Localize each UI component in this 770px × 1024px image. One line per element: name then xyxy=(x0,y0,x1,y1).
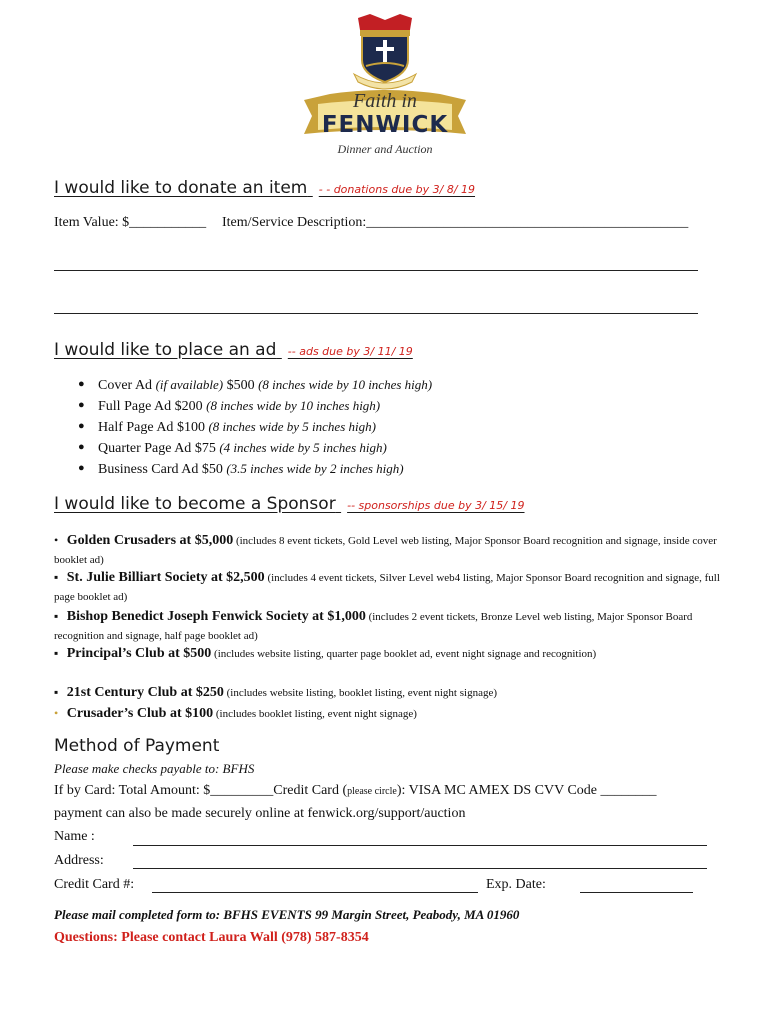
item-description-label: Item/Service Description:______________________________________________ xyxy=(222,215,689,230)
ad-option[interactable] xyxy=(76,395,432,416)
ad-option[interactable] xyxy=(76,374,432,395)
bullet-icon: ● xyxy=(78,399,85,411)
logo-title: Faith in xyxy=(353,90,417,112)
ad-option-size: (8 inches wide by 10 inches high) xyxy=(206,398,381,413)
card-line-pre: If by Card: Total Amount: $_________Credit Card ( xyxy=(54,783,348,798)
bullet-icon: ● xyxy=(78,420,85,432)
ad-option-price: $100 xyxy=(176,420,205,435)
bullet-icon: ▪ xyxy=(54,570,59,584)
questions-contact: Questions: Please contact Laura Wall (978) 587-8354 xyxy=(54,930,369,945)
bullet-icon: ▪ xyxy=(54,609,59,623)
ad-option[interactable] xyxy=(76,458,432,479)
bullet-icon: ▪ xyxy=(54,685,59,699)
sponsor-level-name: Crusader’s Club at $100 xyxy=(66,706,214,721)
ad-option-size: (4 inches wide by 5 inches high) xyxy=(219,440,387,455)
ad-option-label: Cover Ad xyxy=(98,378,153,393)
ad-option[interactable] xyxy=(76,416,432,437)
sponsor-option[interactable] xyxy=(54,644,724,664)
ad-option-price: $200 xyxy=(174,399,203,414)
crest-icon xyxy=(350,12,420,92)
sponsor-heading xyxy=(54,494,525,514)
sponsor-level-details: (includes 4 event tickets, Silver Level web4 listing, Major Sponsor Board recognition and signage, full page booklet ad) xyxy=(54,572,720,603)
bullet-icon: • xyxy=(54,533,59,547)
sponsor-option[interactable] xyxy=(54,568,724,607)
payable-note: Please make checks payable to: BFHS xyxy=(54,761,255,776)
ad-option-price: $500 xyxy=(226,378,255,393)
sponsor-level-details: (includes 2 event tickets, Bronze Level web listing, Major Sponsor Board recognition and signage, half page booklet ad) xyxy=(54,611,693,642)
sponsor-option[interactable] xyxy=(54,704,724,724)
bullet-icon: ● xyxy=(78,462,85,474)
sponsor-due-note: -- sponsorships due by 3/ 15/ 19 xyxy=(347,499,525,512)
bullet-icon: • xyxy=(54,706,59,720)
description-line-1[interactable] xyxy=(54,270,698,271)
online-payment-note: payment can also be made securely online at fenwick.org/support/auction xyxy=(54,806,466,821)
ad-options-list xyxy=(76,374,432,479)
logo xyxy=(300,12,470,162)
sponsor-option[interactable] xyxy=(54,531,724,570)
donate-heading xyxy=(54,178,475,198)
ad-due-note: -- ads due by 3/ 11/ 19 xyxy=(287,345,413,358)
donate-heading-text: I would like to donate an item xyxy=(54,178,308,198)
sponsor-level-name: Principal’s Club at $500 xyxy=(66,646,212,661)
item-value-label: Item Value: $___________ xyxy=(54,215,207,230)
ad-option-price: $75 xyxy=(194,441,216,456)
ad-option-price: $50 xyxy=(201,462,223,477)
sponsor-option[interactable] xyxy=(54,683,724,703)
exp-date-label: Exp. Date: xyxy=(486,877,546,892)
description-line-2[interactable] xyxy=(54,313,698,314)
ad-option-note: (if available) xyxy=(155,377,224,392)
sponsor-level-details: (includes 8 event tickets, Gold Level web listing, Major Sponsor Board recognition and signage, inside cover booklet ad) xyxy=(54,535,717,566)
ad-heading xyxy=(54,340,413,360)
sponsor-heading-text: I would like to become a Sponsor xyxy=(54,494,336,514)
address-label: Address: xyxy=(54,853,104,868)
exp-date-field[interactable] xyxy=(580,892,693,893)
address-field[interactable] xyxy=(133,868,707,869)
please-circle-note: please circle xyxy=(347,786,397,797)
ad-option-label: Quarter Page Ad xyxy=(98,441,192,456)
payment-heading: Method of Payment xyxy=(54,736,220,756)
sponsor-level-name: 21st Century Club at $250 xyxy=(66,685,224,700)
ad-option-label: Business Card Ad xyxy=(98,462,199,477)
name-label: Name : xyxy=(54,829,95,844)
sponsor-level-details: (includes booklet listing, event night signage) xyxy=(215,708,417,720)
logo-name: FENWICK xyxy=(321,112,449,138)
ad-option-size: (8 inches wide by 5 inches high) xyxy=(208,419,376,434)
sponsor-option[interactable] xyxy=(54,607,724,646)
bullet-icon: ● xyxy=(78,378,85,390)
credit-card-field[interactable] xyxy=(152,892,478,893)
sponsor-level-name: St. Julie Billiart Society at $2,500 xyxy=(66,570,265,585)
ad-option-size: (3.5 inches wide by 2 inches high) xyxy=(226,461,404,476)
ad-option-size: (8 inches wide by 10 inches high) xyxy=(258,377,433,392)
sponsor-level-name: Golden Crusaders at $5,000 xyxy=(66,533,234,548)
ad-option-label: Full Page Ad xyxy=(98,399,172,414)
credit-card-label: Credit Card #: xyxy=(54,877,135,892)
bullet-icon: ▪ xyxy=(54,646,59,660)
logo-subtitle: Dinner and Auction xyxy=(337,142,433,156)
card-line xyxy=(54,783,657,799)
name-field[interactable] xyxy=(133,845,707,846)
mail-instructions: Please mail completed form to: BFHS EVENTS 99 Margin Street, Peabody, MA 01960 xyxy=(54,907,520,922)
bullet-icon: ● xyxy=(78,441,85,453)
sponsor-level-details: (includes website listing, quarter page booklet ad, event night signage and recognition) xyxy=(214,648,597,660)
card-line-post[interactable]: ): VISA MC AMEX DS CVV Code ________ xyxy=(396,783,657,798)
sponsor-level-details: (includes website listing, booklet listing, event night signage) xyxy=(226,687,498,699)
ad-heading-text: I would like to place an ad xyxy=(54,340,277,360)
sponsor-level-name: Bishop Benedict Joseph Fenwick Society at $1,000 xyxy=(66,609,366,624)
ad-option[interactable] xyxy=(76,437,432,458)
donate-due-note: - - donations due by 3/ 8/ 19 xyxy=(318,183,476,196)
ad-option-label: Half Page Ad xyxy=(98,420,174,435)
